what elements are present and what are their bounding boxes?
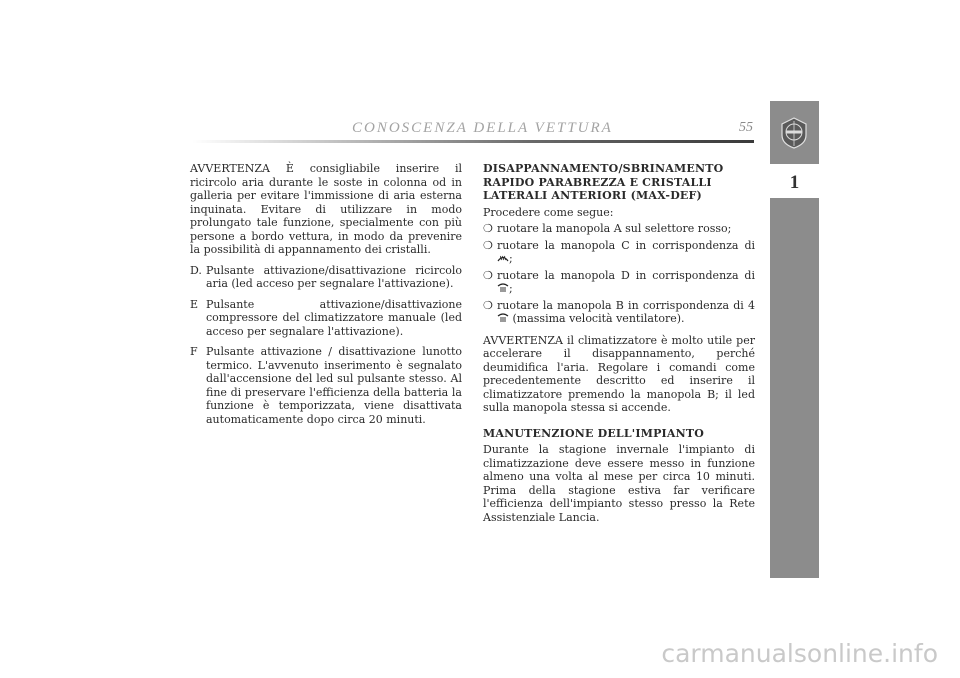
definition-item bbox=[190, 298, 462, 339]
list-item bbox=[483, 222, 755, 236]
section-heading-maintenance: MANUTENZIONE DELL'IMPIANTO bbox=[483, 426, 705, 440]
bullet-suffix: ; bbox=[509, 282, 513, 295]
lancia-logo-icon bbox=[780, 117, 808, 149]
definition-key: D. bbox=[190, 263, 202, 277]
definition-text: Pulsante attivazione/disattivazione compressore del climatizzatore manuale (led acceso per segnalare l'attivazione). bbox=[206, 297, 462, 338]
left-column bbox=[190, 162, 462, 433]
bullet-suffix: (massima velocità ventilatore). bbox=[509, 312, 685, 325]
right-column bbox=[483, 162, 755, 531]
ricircolo-warning: AVVERTENZA È consigliabile inserire il ricircolo aria durante le soste in colonna od in galleria per evitare l'immissione di aria esterna inquinata. Evitare di utilizzare in modo prolungato tale funzione, specialmente con più persone a bordo vettura, in modo da prevenire la possibilità di appannamento dei cristalli. bbox=[190, 162, 462, 256]
bullet-icon: ❍ bbox=[483, 238, 493, 252]
climate-warning: AVVERTENZA il climatizzatore è molto utile per accelerare il disappannamento, perché deumidifica l'aria. Regolare i comandi come precedentemente descritto ed inserire il climatizzatore premendo la manopola B; il led sulla manopola stessa si accende. bbox=[483, 333, 755, 414]
page-header-title: CONOSCENZA DELLA VETTURA bbox=[352, 120, 613, 136]
list-item bbox=[483, 239, 755, 266]
procedure-intro: Procedere come segue: bbox=[483, 205, 614, 219]
bullet-text: ruotare la manopola D in corrispondenza di bbox=[497, 268, 755, 282]
maintenance-text: Durante la stagione invernale l'impianto di climatizzazione deve essere messo in funzione almeno una volta al mese per circa 10 minuti. Prima della stagione estiva far verificare l'efficienza dell'impianto stesso presso la Rete Assistenziale Lancia. bbox=[483, 443, 755, 524]
bullet-suffix: ; bbox=[509, 252, 513, 265]
definition-key: E bbox=[190, 297, 199, 311]
windshield-airflow-icon bbox=[497, 313, 509, 323]
definition-item bbox=[190, 264, 462, 291]
definition-item bbox=[190, 345, 462, 426]
definition-key: F bbox=[190, 345, 198, 358]
bullet-icon: ❍ bbox=[483, 268, 493, 282]
bullet-text: ruotare la manopola C in corrispondenza di bbox=[497, 238, 755, 252]
windshield-defrost-icon bbox=[497, 253, 509, 263]
list-item bbox=[483, 299, 755, 326]
header-rule bbox=[192, 140, 754, 143]
section-heading-maxdef: DISAPPANNAMENTO/SBRINAMENTO RAPIDO PARABREZZA E CRISTALLI LATERALI ANTERIORI (MAX-DEF) bbox=[483, 162, 724, 202]
windshield-airflow-icon bbox=[497, 283, 509, 293]
bullet-icon: ❍ bbox=[483, 222, 493, 235]
definition-text: Pulsante attivazione / disattivazione lunotto termico. L'avvenuto inserimento è segnalato dall'accensione del led sul pulsante stesso. Al fine di preservare l'efficienza della batteria la funzione è temporizzata, viene disattivata automaticamente dopo circa 20 minuti. bbox=[206, 345, 462, 426]
page-number: 55 bbox=[739, 120, 753, 135]
bullet-text: ruotare la manopola A sul selettore rosso; bbox=[497, 222, 732, 235]
definition-text: Pulsante attivazione/disattivazione ricircolo aria (led acceso per segnalare l'attivazione). bbox=[206, 263, 462, 290]
bullet-icon: ❍ bbox=[483, 298, 493, 312]
chapter-number: 1 bbox=[770, 167, 819, 198]
bullet-text: ruotare la manopola B in corrispondenza di 4 bbox=[497, 298, 755, 312]
watermark: carmanualsonline.info bbox=[661, 639, 938, 668]
list-item bbox=[483, 269, 755, 296]
